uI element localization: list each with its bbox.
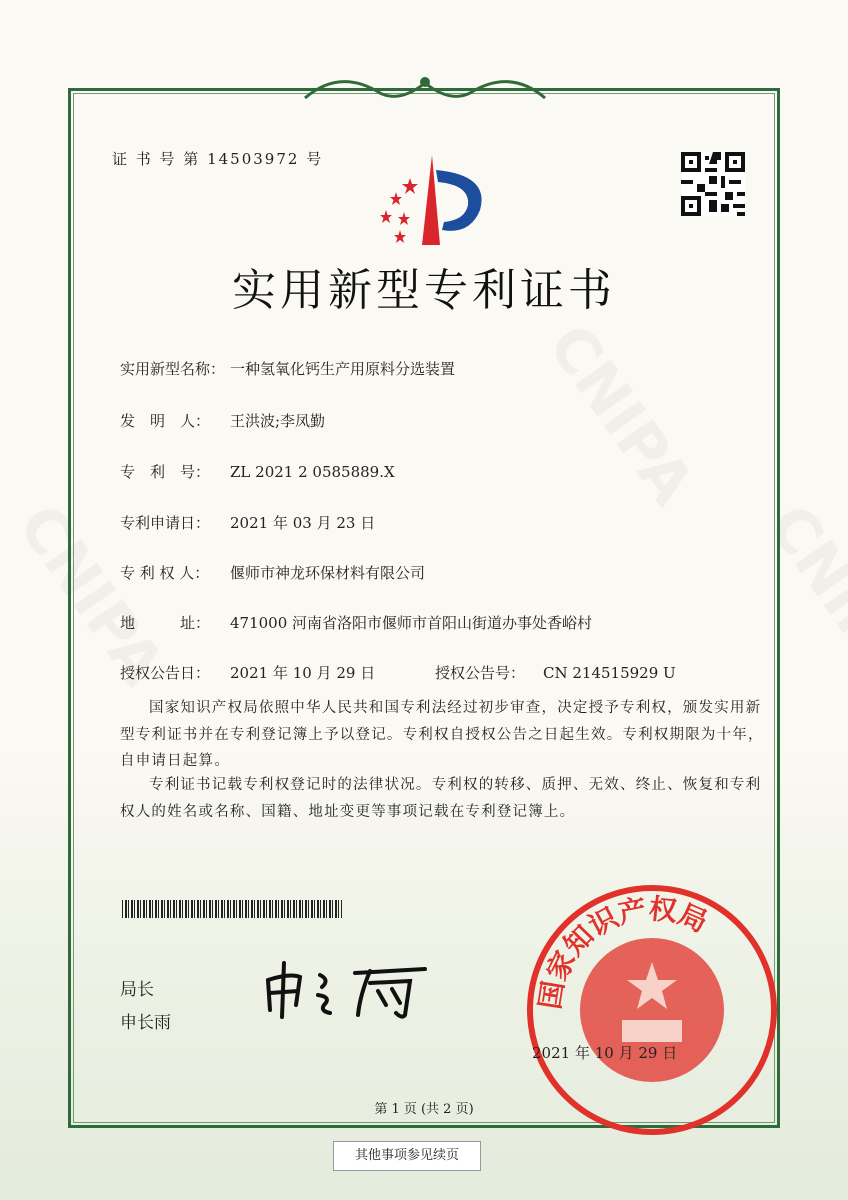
field-value: 偃师市神龙环保材料有限公司 bbox=[230, 564, 426, 582]
statement-paragraph-2: 专利证书记载专利权登记时的法律状况。专利权的转移、质押、无效、终止、恢复和专利权人的姓名或名称、国籍、地址变更等事项记载在专利登记簿上。 bbox=[120, 777, 762, 820]
field-address bbox=[120, 612, 592, 633]
field-label: 实用新型名称： bbox=[120, 360, 226, 378]
field-patentee bbox=[120, 562, 425, 583]
page-number: 第 1 页 (共 2 页) bbox=[374, 1102, 474, 1117]
field-inventor bbox=[120, 410, 325, 431]
field-application-date bbox=[120, 512, 375, 533]
field-value: 一种氢氧化钙生产用原料分选装置 bbox=[230, 360, 456, 378]
seal-text: 国家知识产权局 bbox=[533, 892, 713, 1012]
field-label: 地 址： bbox=[120, 614, 211, 632]
director-signature bbox=[260, 955, 440, 1025]
field-value: 王洪波;李凤勤 bbox=[230, 412, 326, 430]
field-label: 专利申请日： bbox=[120, 514, 211, 532]
statement-paragraph-1: 国家知识产权局依照中华人民共和国专利法经过初步审查，决定授予专利权，颁发实用新型专利证书并在专利登记簿上予以登记。专利权自授权公告之日起生效。专利权期限为十年，自申请日起算。 bbox=[120, 700, 764, 769]
seal-date: 2021 年 10 月 29 日 bbox=[532, 1044, 678, 1062]
qr-code-icon bbox=[681, 152, 745, 216]
field-label: 授权公告号： bbox=[435, 664, 526, 682]
field-publication-number bbox=[435, 662, 676, 683]
cnipa-logo-icon bbox=[360, 150, 490, 250]
certificate-number: 证 书 号 第 14503972 号 bbox=[112, 150, 324, 168]
field-label: 专 利 权 人： bbox=[120, 564, 210, 582]
field-grant-date bbox=[120, 662, 375, 683]
field-value: CN 214515929 U bbox=[543, 664, 676, 682]
certificate-title: 实用新型专利证书 bbox=[232, 265, 616, 316]
field-patent-number bbox=[120, 461, 395, 482]
field-value: 2021 年 03 月 23 日 bbox=[230, 514, 376, 532]
field-label: 发 明 人： bbox=[120, 412, 211, 430]
field-value: ZL 2021 2 0585889.X bbox=[230, 463, 395, 481]
field-label: 专 利 号： bbox=[120, 463, 211, 481]
field-label: 授权公告日： bbox=[120, 664, 211, 682]
field-utility-model-name bbox=[120, 358, 455, 379]
director-name: 申长雨 bbox=[120, 1013, 171, 1033]
director-title: 局长 bbox=[120, 980, 154, 1000]
top-ornament-icon bbox=[300, 68, 550, 108]
barcode bbox=[122, 900, 342, 918]
field-value: 2021 年 10 月 29 日 bbox=[230, 664, 376, 682]
field-value: 471000 河南省洛阳市偃师市首阳山街道办事处香峪村 bbox=[230, 614, 593, 632]
continued-notice: 其他事项参见续页 bbox=[333, 1141, 481, 1171]
